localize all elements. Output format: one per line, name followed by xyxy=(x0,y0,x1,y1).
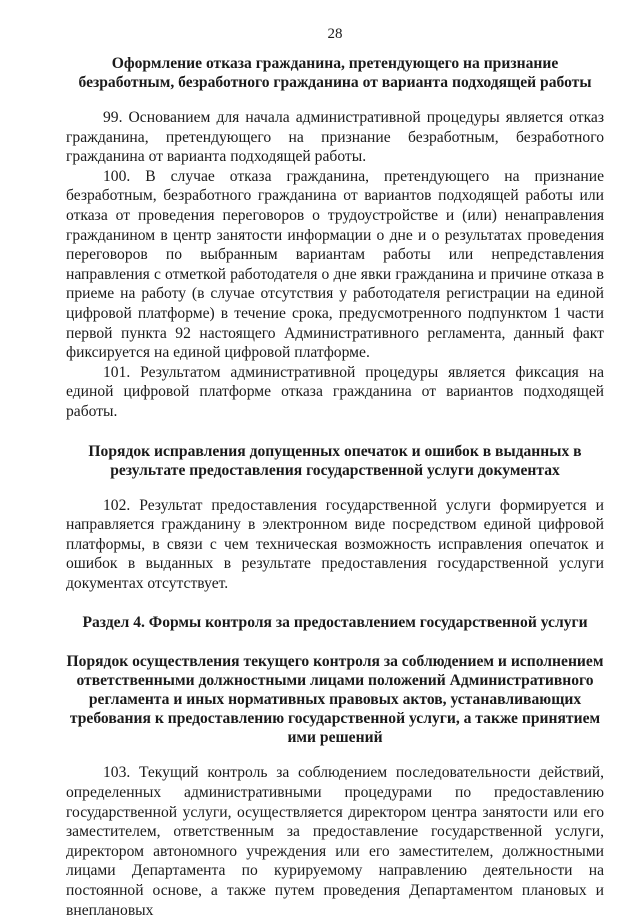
page-number: 28 xyxy=(327,26,343,42)
paragraph-100: 100. В случае отказа гражданина, претендующего на признание безработным, безработного гражданина от вариантов подходящей работы или отказа от проведения переговоров о трудоустройстве и (или) ненаправления гражданином в центр занятости информации о дне и о результатах проведения переговоров по выбранным вариантам работы или непредставления направления с отметкой работодателя о дне явки гражданина и причине отказа в приеме на работу (в случае отсутствия у работодателя регистрации на единой цифровой платформе) в течение срока, предусмотренного подпунктом 1 части первой пункта 92 настоящего Административного регламента, данный факт фиксируется на единой цифровой платформе. xyxy=(66,167,604,362)
heading-section-4: Раздел 4. Формы контроля за предоставлением государственной услуги xyxy=(82,614,588,632)
paragraph-102: 102. Результат предоставления государственной услуги формируется и направляется гражданину в электронном виде посредством единой цифровой платформы, в связи с чем техническая возможность исправления опечаток и ошибок в выданных в результате предоставления государственной услуги документах отсутствует. xyxy=(66,496,604,592)
paragraph-99: 99. Основанием для начала административной процедуры является отказ гражданина, претендующего на признание безработным, безработного гражданина от варианта подходящей работы. xyxy=(66,109,604,166)
heading-refusal: Оформление отказа гражданина, претендующего на признание безработным, безработного гражданина от варианта подходящей работы xyxy=(78,55,592,91)
heading-current-control: Порядок осуществления текущего контроля за соблюдением и исполнением ответственными должностными лицами положений Административного регламента и иных нормативных правовых актов, устанавливающих требования к предоставлению государственной услуги, а также принятием ими решений xyxy=(66,653,604,747)
paragraph-101: 101. Результатом административной процедуры является фиксация на единой цифровой платформе отказа гражданина от вариантов подходящей работы. xyxy=(66,363,604,420)
heading-corrections: Порядок исправления допущенных опечаток и ошибок в выданных в результате предоставления государственной услуги документах xyxy=(88,442,582,479)
paragraph-103: 103. Текущий контроль за соблюдением последовательности действий, определенных административными процедурами по предоставлению государственной услуги, осуществляется директором центра занятости или его заместителем, ответственным за предоставление государственной услуги, директором автономного учреждения или его заместителем, должностными лицами Департамента по курируемому направлению деятельности на постоянной основе, а также путем проведения Департаментом плановых и внеплановых xyxy=(66,764,604,919)
